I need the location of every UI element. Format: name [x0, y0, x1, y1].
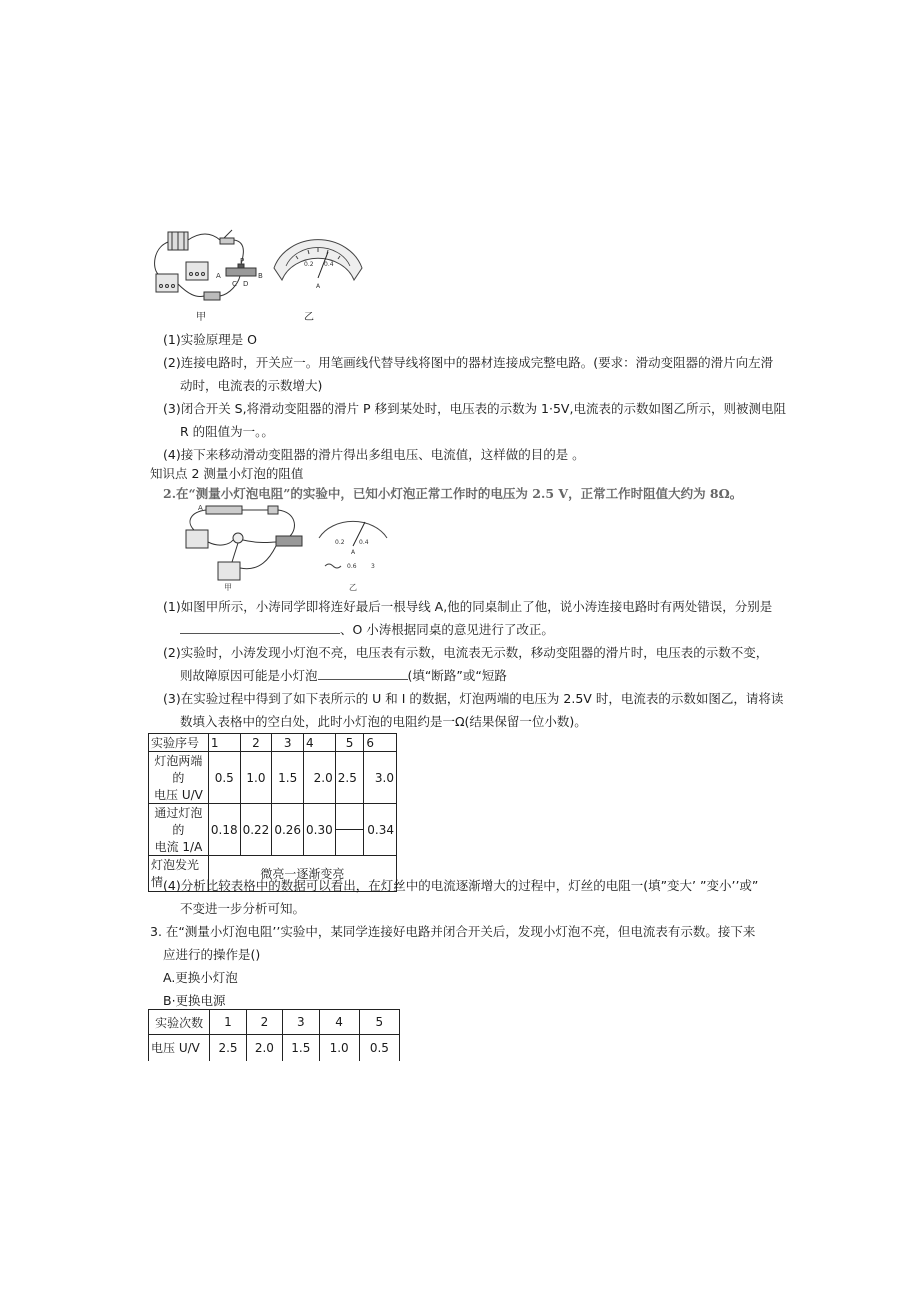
table-row: [149, 734, 397, 752]
table-blank-cell-top: [336, 811, 364, 830]
figure2-caption-left: 甲: [224, 583, 232, 592]
svg-text:P: P: [240, 257, 245, 265]
table-header-cell: 2: [240, 734, 272, 752]
table-cell: 0.34: [364, 804, 397, 856]
q1-part3-line1: (3)闭合开关 S,将滑动变阻器的滑片 P 移到某处时，电压表的示数为 1·5V,电流表的示数如图乙所示，则被测电阻: [163, 401, 786, 416]
table-cell: 1.0: [240, 752, 272, 804]
q3-option-a[interactable]: A.更换小灯泡: [163, 970, 238, 985]
table-header-cell: 1: [210, 1010, 246, 1035]
q2-part2-line1: (2)实验时，小涛发现小灯泡不亮，电压表有示数，电流表无示数，移动变阻器的滑片时，电压表的示数不变，: [163, 645, 769, 660]
data-table-1: [148, 733, 397, 892]
row-label-line: 电压 U/V: [154, 788, 203, 802]
table-cell: 0.22: [240, 804, 272, 856]
table-cell: 0.30: [304, 804, 336, 856]
table-cell: 1.5: [283, 1035, 319, 1061]
table-header-cell: 5: [359, 1010, 399, 1035]
table-cell: 2.0: [304, 752, 336, 804]
table-row: [149, 1035, 400, 1061]
table-row-label: 电压 U/V: [149, 1035, 210, 1061]
table-cell: 2.5: [335, 752, 364, 804]
table-header-cell: 3: [283, 1010, 319, 1035]
q2-part1-line2: [180, 621, 554, 639]
table-cell: 1.5: [272, 752, 304, 804]
q2-part3-line2: 数填入表格中的空白处，此时小灯泡的电阻约是一Ω(结果保留一位小数)。: [180, 714, 587, 729]
svg-text:B: B: [258, 272, 263, 280]
table-header-cell: 实验次数: [149, 1010, 210, 1035]
table-header-cell: 2: [246, 1010, 282, 1035]
svg-text:A: A: [198, 504, 203, 512]
circuit-figure-2: [180, 502, 390, 592]
svg-text:0.6: 0.6: [347, 563, 357, 570]
svg-text:A: A: [316, 283, 321, 290]
circuit-figure-1: [148, 228, 363, 308]
q3-stem-line1: 3. 在“测量小灯泡电阻’’实验中，某同学连接好电路并闭合开关后，发现小灯泡不亮，但电流表有示数。接下来: [150, 924, 756, 939]
svg-text:C: C: [232, 280, 237, 288]
table-header-cell: 3: [272, 734, 304, 752]
answer-blank[interactable]: [180, 633, 340, 634]
q2-part4-line1: (4)分析比较表格中的数据可以看出，在灯丝中的电流逐渐增大的过程中，灯丝的电阻一(填”变大’ ”变小’’或”: [163, 878, 759, 893]
answer-blank[interactable]: [318, 679, 408, 680]
figure2-caption-right: 乙: [349, 583, 357, 592]
table-row-label: [149, 752, 209, 804]
circuit-diagram-1: [148, 228, 363, 308]
table-cell: 2.0: [246, 1035, 282, 1061]
table-cell: 3.0: [364, 752, 397, 804]
row-label-line: 电流 1/A: [154, 840, 203, 854]
table-row: [149, 752, 397, 804]
q2-part2-text-a: 则故障原因可能是小灯泡: [180, 668, 318, 683]
table-row-label: [149, 804, 209, 856]
circuit-diagram-2: [180, 502, 390, 592]
table-header-cell: 5: [335, 734, 364, 752]
row-label-line: 通过灯泡的: [154, 806, 203, 837]
q1-part2-line2: 动时，电流表的示数增大): [180, 378, 323, 393]
svg-text:D: D: [243, 280, 249, 288]
table-cell: 0.26: [272, 804, 304, 856]
q2-part2-text-b: (填“断路”或“短路: [407, 668, 507, 683]
q1-part1: (1)实验原理是 O: [163, 332, 258, 347]
q1-part3-line2: R 的阻值为一。。: [180, 424, 274, 439]
data-table-2: [148, 1009, 400, 1061]
table-header-cell: 4: [319, 1010, 359, 1035]
table-cell: 微亮一逐渐变亮: [208, 856, 396, 892]
table-cell: 0.5: [359, 1035, 399, 1061]
q3-option-b[interactable]: B·更换电源: [163, 993, 226, 1008]
table-cell: 0.18: [208, 804, 240, 856]
svg-text:0.4: 0.4: [359, 539, 369, 546]
q2-part2-line2: [180, 667, 507, 685]
svg-text:A: A: [216, 272, 221, 280]
table-row: [149, 804, 397, 856]
q1-part2-line1: (2)连接电路时，开关应一。用笔画线代替导线将图中的器材连接成完整电路。(要求：滑动变阻器的滑片向左滑: [163, 355, 774, 370]
table-row-label: 灯泡发光情: [149, 856, 209, 892]
row-label-line: 灯泡两端的: [154, 754, 203, 785]
q1-part4: (4)接下来移动滑动变阻器的滑片得出多组电压、电流值，这样做的目的是 。: [163, 447, 585, 462]
table-blank-cell[interactable]: [335, 804, 364, 856]
q2-part3-line1: (3)在实验过程中得到了如下表所示的 U 和 I 的数据，灯泡两端的电压为 2.5V 时，电流表的示数如图乙，请将读: [163, 691, 784, 706]
table-header-cell: 6: [364, 734, 397, 752]
table-cell: 1.0: [319, 1035, 359, 1061]
figure1-caption-right: 乙: [304, 312, 314, 323]
table-header-cell: 4: [304, 734, 336, 752]
q2-part1-line1: (1)如图甲所示，小涛同学即将连好最后一根导线 A,他的同桌制止了他，说小涛连接电路时有两处错误，分别是: [163, 599, 773, 614]
q2-part4-line2: 不变进一步分析可知。: [180, 901, 306, 916]
svg-text:0.4: 0.4: [324, 261, 334, 268]
table-cell: 0.5: [208, 752, 240, 804]
table-row: [149, 1010, 400, 1035]
svg-text:0.2: 0.2: [304, 261, 314, 268]
svg-text:A: A: [351, 549, 356, 556]
svg-text:0.2: 0.2: [335, 539, 345, 546]
q3-stem-line2: 应进行的操作是(): [163, 947, 261, 962]
table-blank-cell-bottom: [336, 830, 364, 848]
figure1-caption-left: 甲: [196, 312, 206, 323]
table-header-cell: 1: [208, 734, 240, 752]
q2-part1-line2-text: 、O 小涛根据同桌的意见进行了改正。: [340, 622, 554, 637]
table-cell: 2.5: [210, 1035, 246, 1061]
svg-text:3: 3: [371, 563, 375, 570]
q2-stem: 2.在“测量小灯泡电阻”的实验中，已知小灯泡正常工作时的电压为 2.5 V，正常工作时阻值大约为 8Ω。: [163, 486, 743, 501]
table-header-cell: 实验序号: [149, 734, 209, 752]
section2-title: 知识点 2 测量小灯泡的阻值: [150, 466, 304, 481]
